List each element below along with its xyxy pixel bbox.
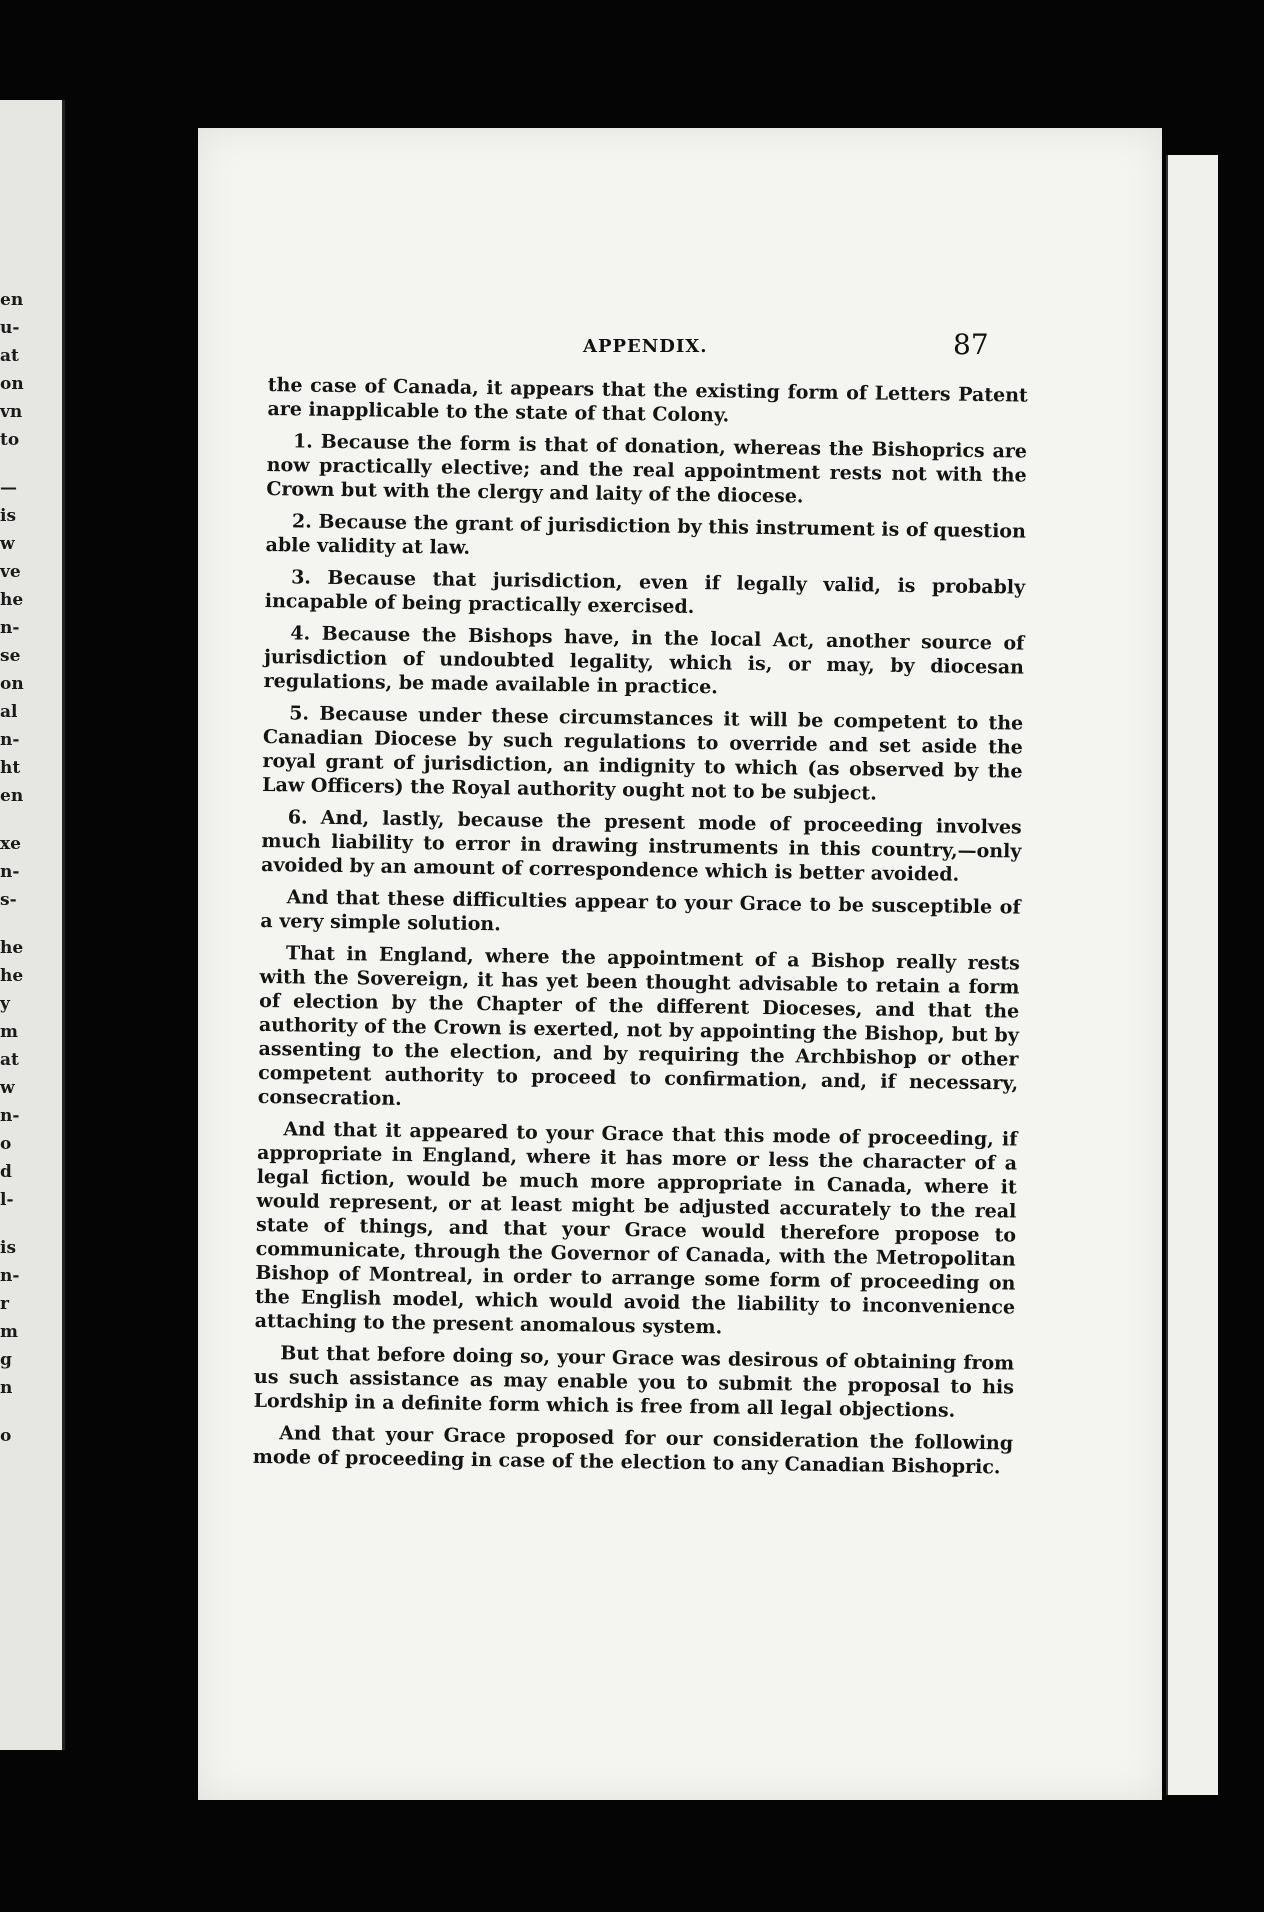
left-page-fragment: is <box>0 506 17 526</box>
left-page-fragment: he <box>0 590 24 610</box>
paragraph-proposal: And that your Grace proposed for our consideration the following mode of proceeding in case of the election to any Canadian Bishopric. <box>252 1422 1014 1479</box>
page-header <box>198 328 1162 368</box>
left-page-fragment: s- <box>0 890 17 910</box>
left-page-fragment: m <box>0 1322 18 1342</box>
paragraph-point-5: 5. Because under these circumstances it will be competent to the Canadian Diocese by such regulations to override and set aside the royal grant of jurisdiction, an indignity to which (as observed by the Law Officers) the Royal authority ought not to be subject. <box>262 702 1024 805</box>
left-page-fragment: he <box>0 938 24 958</box>
left-page-fragment: w <box>0 534 15 554</box>
left-page-fragment: w <box>0 1078 15 1098</box>
book-page <box>198 128 1162 1800</box>
left-page-fragment: n- <box>0 1266 20 1286</box>
left-page-fragment: ve <box>0 562 21 582</box>
left-page-fragment: en <box>0 290 24 310</box>
left-page-fragment: l- <box>0 1190 14 1210</box>
paragraph-point-4: 4. Because the Bishops have, in the local Act, another source of jurisdiction of undoubted legality, which is, or may, by diocesan regulations, be made available in practice. <box>263 622 1025 699</box>
left-page-fragment: u- <box>0 318 20 338</box>
left-page-fragment: on <box>0 374 24 394</box>
left-page-fragment: o <box>0 1426 12 1446</box>
left-page-fragment: en <box>0 786 24 806</box>
left-page-fragment: ht <box>0 758 21 778</box>
left-page-fragment: n- <box>0 1106 20 1126</box>
left-page-fragment: at <box>0 1050 19 1070</box>
left-page-fragment: g <box>0 1350 12 1370</box>
left-page-fragment: vn <box>0 402 23 422</box>
left-page-fragment: y <box>0 994 10 1014</box>
paragraph-canada: And that it appeared to your Grace that this mode of proceeding, if appropriate in England, where it has more or less the character of a legal fiction, would be much more appropriate in Canada, where it would represent, or at least might be adjusted accurately to the real state of things, and that your Grace would therefore propose to communicate, through the Governor of Canada, with the Metropolitan Bishop of Montreal, in order to arrange some form of proceeding on the English model, which would avoid the liability to inconvenience attaching to the present anomalous system. <box>254 1118 1018 1339</box>
paragraph-point-2: 2. Because the grant of jurisdiction by this instrument is of question able validity at law. <box>265 510 1027 559</box>
page-number: 87 <box>953 328 989 361</box>
paragraph-difficulties: And that these difficulties appear to your Grace to be susceptible of a very simple solution. <box>260 886 1021 936</box>
left-page-fragment: on <box>0 674 24 694</box>
adjacent-left-page <box>0 100 65 1750</box>
paragraph-point-1: 1. Because the form is that of donation, whereas the Bishoprics are now practically elective; and the real appointment rests not with the Crown but with the clergy and laity of the diocese. <box>266 430 1028 508</box>
left-page-fragment: al <box>0 702 18 722</box>
running-head: APPENDIX. <box>583 336 708 357</box>
left-page-fragment: — <box>0 478 17 498</box>
left-page-fragment: se <box>0 646 21 666</box>
left-page-fragment: he <box>0 966 24 986</box>
paragraph-assistance: But that before doing so, your Grace was desirous of obtaining from us such assistance as may enable you to submit the proposal to his Lordship in a definite form which is free from all legal objections. <box>253 1342 1015 1422</box>
adjacent-right-page-edge <box>1166 155 1218 1795</box>
left-page-fragment: to <box>0 430 20 450</box>
paragraph-point-6: 6. And, lastly, because the present mode of proceeding involves much liability to error in drawing instruments in this country,—only avoided by an amount of correspondence which is better avoided. <box>260 806 1022 886</box>
paragraph-england: That in England, where the appointment of a Bishop really rests with the Sovereign, it has yet been thought advisable to retain a form of election by the Chapter of the different Dioceses, and that the authority of the Crown is exerted, not by appointing the Bishop, but by assenting to the election, and by requiring the Archbishop or other competent authority to proceed to confirmation, and, if necessary, consecration. <box>257 942 1020 1110</box>
left-page-fragment: n- <box>0 862 20 882</box>
left-page-fragment: o <box>0 1134 12 1154</box>
paragraph-continuation: the case of Canada, it appears that the existing form of Letters Patent are inapplicable to the state of that Colony. <box>267 373 1028 427</box>
left-page-fragment: d <box>0 1162 12 1182</box>
left-page-fragment: is <box>0 1238 17 1258</box>
left-page-fragment: m <box>0 1022 18 1042</box>
left-page-fragment: n <box>0 1378 13 1398</box>
left-page-fragment: n- <box>0 730 20 750</box>
left-page-fragment: xe <box>0 834 21 854</box>
left-page-fragment: at <box>0 346 19 366</box>
paragraph-point-3: 3. Because that jurisdiction, even if legally valid, is probably incapable of being practically exercised. <box>264 566 1026 618</box>
left-page-fragment: n- <box>0 618 20 638</box>
left-page-fragment: r <box>0 1294 9 1314</box>
body-text <box>253 373 1028 1488</box>
